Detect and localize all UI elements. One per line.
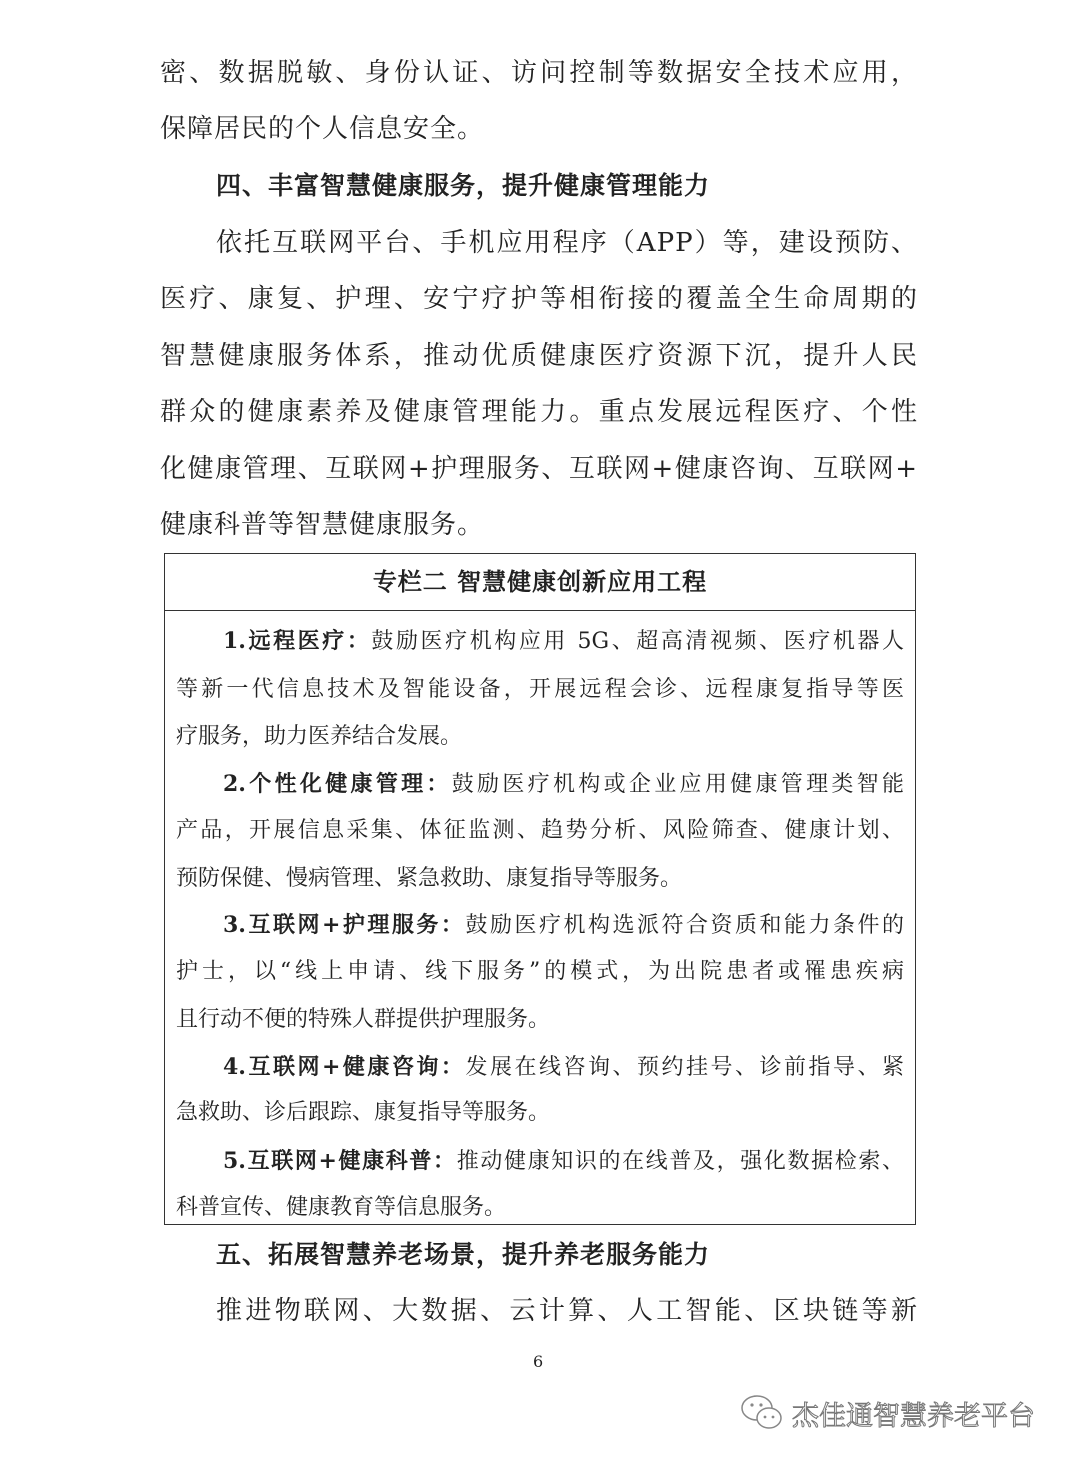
box-line [223, 1146, 904, 1177]
box-line [223, 1052, 904, 1083]
box-line: 急救助、诊后跟踪、康复指导等服务。 [176, 1100, 551, 1125]
body-line: 群众的健康素养及健康管理能力。重点发展远程医疗、个性 [160, 397, 918, 427]
section-heading: 五、拓展智慧养老场景，提升养老服务能力 [216, 1240, 711, 1269]
item-text: 鼓励医疗机构或企业应用健康管理类智能 [451, 772, 904, 797]
watermark-text: 杰佳通智慧养老平台 [792, 1400, 1035, 1432]
item-label: 5.互联网+健康科普： [223, 1148, 457, 1174]
box-line: 疗服务，助力医养结合发展。 [176, 724, 463, 749]
box-line: 科普宣传、健康教育等信息服务。 [176, 1195, 507, 1220]
body-line: 健康科普等智慧健康服务。 [160, 510, 485, 540]
section-heading: 四、丰富智慧健康服务，提升健康管理能力 [216, 171, 711, 200]
body-line: 密、数据脱敏、身份认证、访问控制等数据安全技术应用， [160, 58, 918, 88]
box-line [223, 769, 904, 800]
item-text: 鼓励医疗机构应用 5G、超高清视频、医疗机器人 [371, 629, 904, 654]
box-line: 护士，以“线上申请、线下服务”的模式，为出院患者或罹患疾病 [176, 959, 904, 984]
box-line: 且行动不便的特殊人群提供护理服务。 [176, 1007, 551, 1032]
item-text: 发展在线咨询、预约挂号、诊前指导、紧 [465, 1055, 904, 1080]
watermark [740, 1393, 1035, 1433]
box-line: 产品，开展信息采集、体征监测、趋势分析、风险筛查、健康计划、 [176, 818, 904, 843]
box-line: 等新一代信息技术及智能设备，开展远程会诊、远程康复指导等医 [176, 677, 904, 702]
item-label: 1.远程医疗： [223, 628, 372, 654]
box-title: 专栏二 智慧健康创新应用工程 [165, 554, 915, 611]
body-line: 医疗、康复、护理、安宁疗护等相衔接的覆盖全生命周期的 [160, 284, 918, 314]
item-label: 2.个性化健康管理： [223, 771, 452, 797]
wechat-icon [740, 1393, 784, 1433]
box-line: 预防保健、慢病管理、紧急救助、康复指导等服务。 [176, 866, 683, 891]
item-label: 4.互联网+健康咨询： [223, 1054, 466, 1080]
item-label: 3.互联网+护理服务： [223, 912, 466, 938]
page-number: 6 [533, 1352, 544, 1371]
box-line [223, 626, 904, 657]
body-line: 依托互联网平台、手机应用程序（APP）等，建设预防、 [216, 228, 918, 258]
item-text: 推动健康知识的在线普及，强化数据检索、 [456, 1149, 904, 1174]
body-line: 化健康管理、互联网+护理服务、互联网+健康咨询、互联网+ [160, 454, 918, 484]
box-line [223, 910, 904, 941]
body-line: 智慧健康服务体系，推动优质健康医疗资源下沉，提升人民 [160, 341, 918, 371]
column-box [164, 553, 916, 1225]
item-text: 鼓励医疗机构选派符合资质和能力条件的 [465, 913, 904, 938]
body-line: 保障居民的个人信息安全。 [160, 114, 485, 144]
body-line: 推进物联网、大数据、云计算、人工智能、区块链等新 [216, 1296, 918, 1326]
